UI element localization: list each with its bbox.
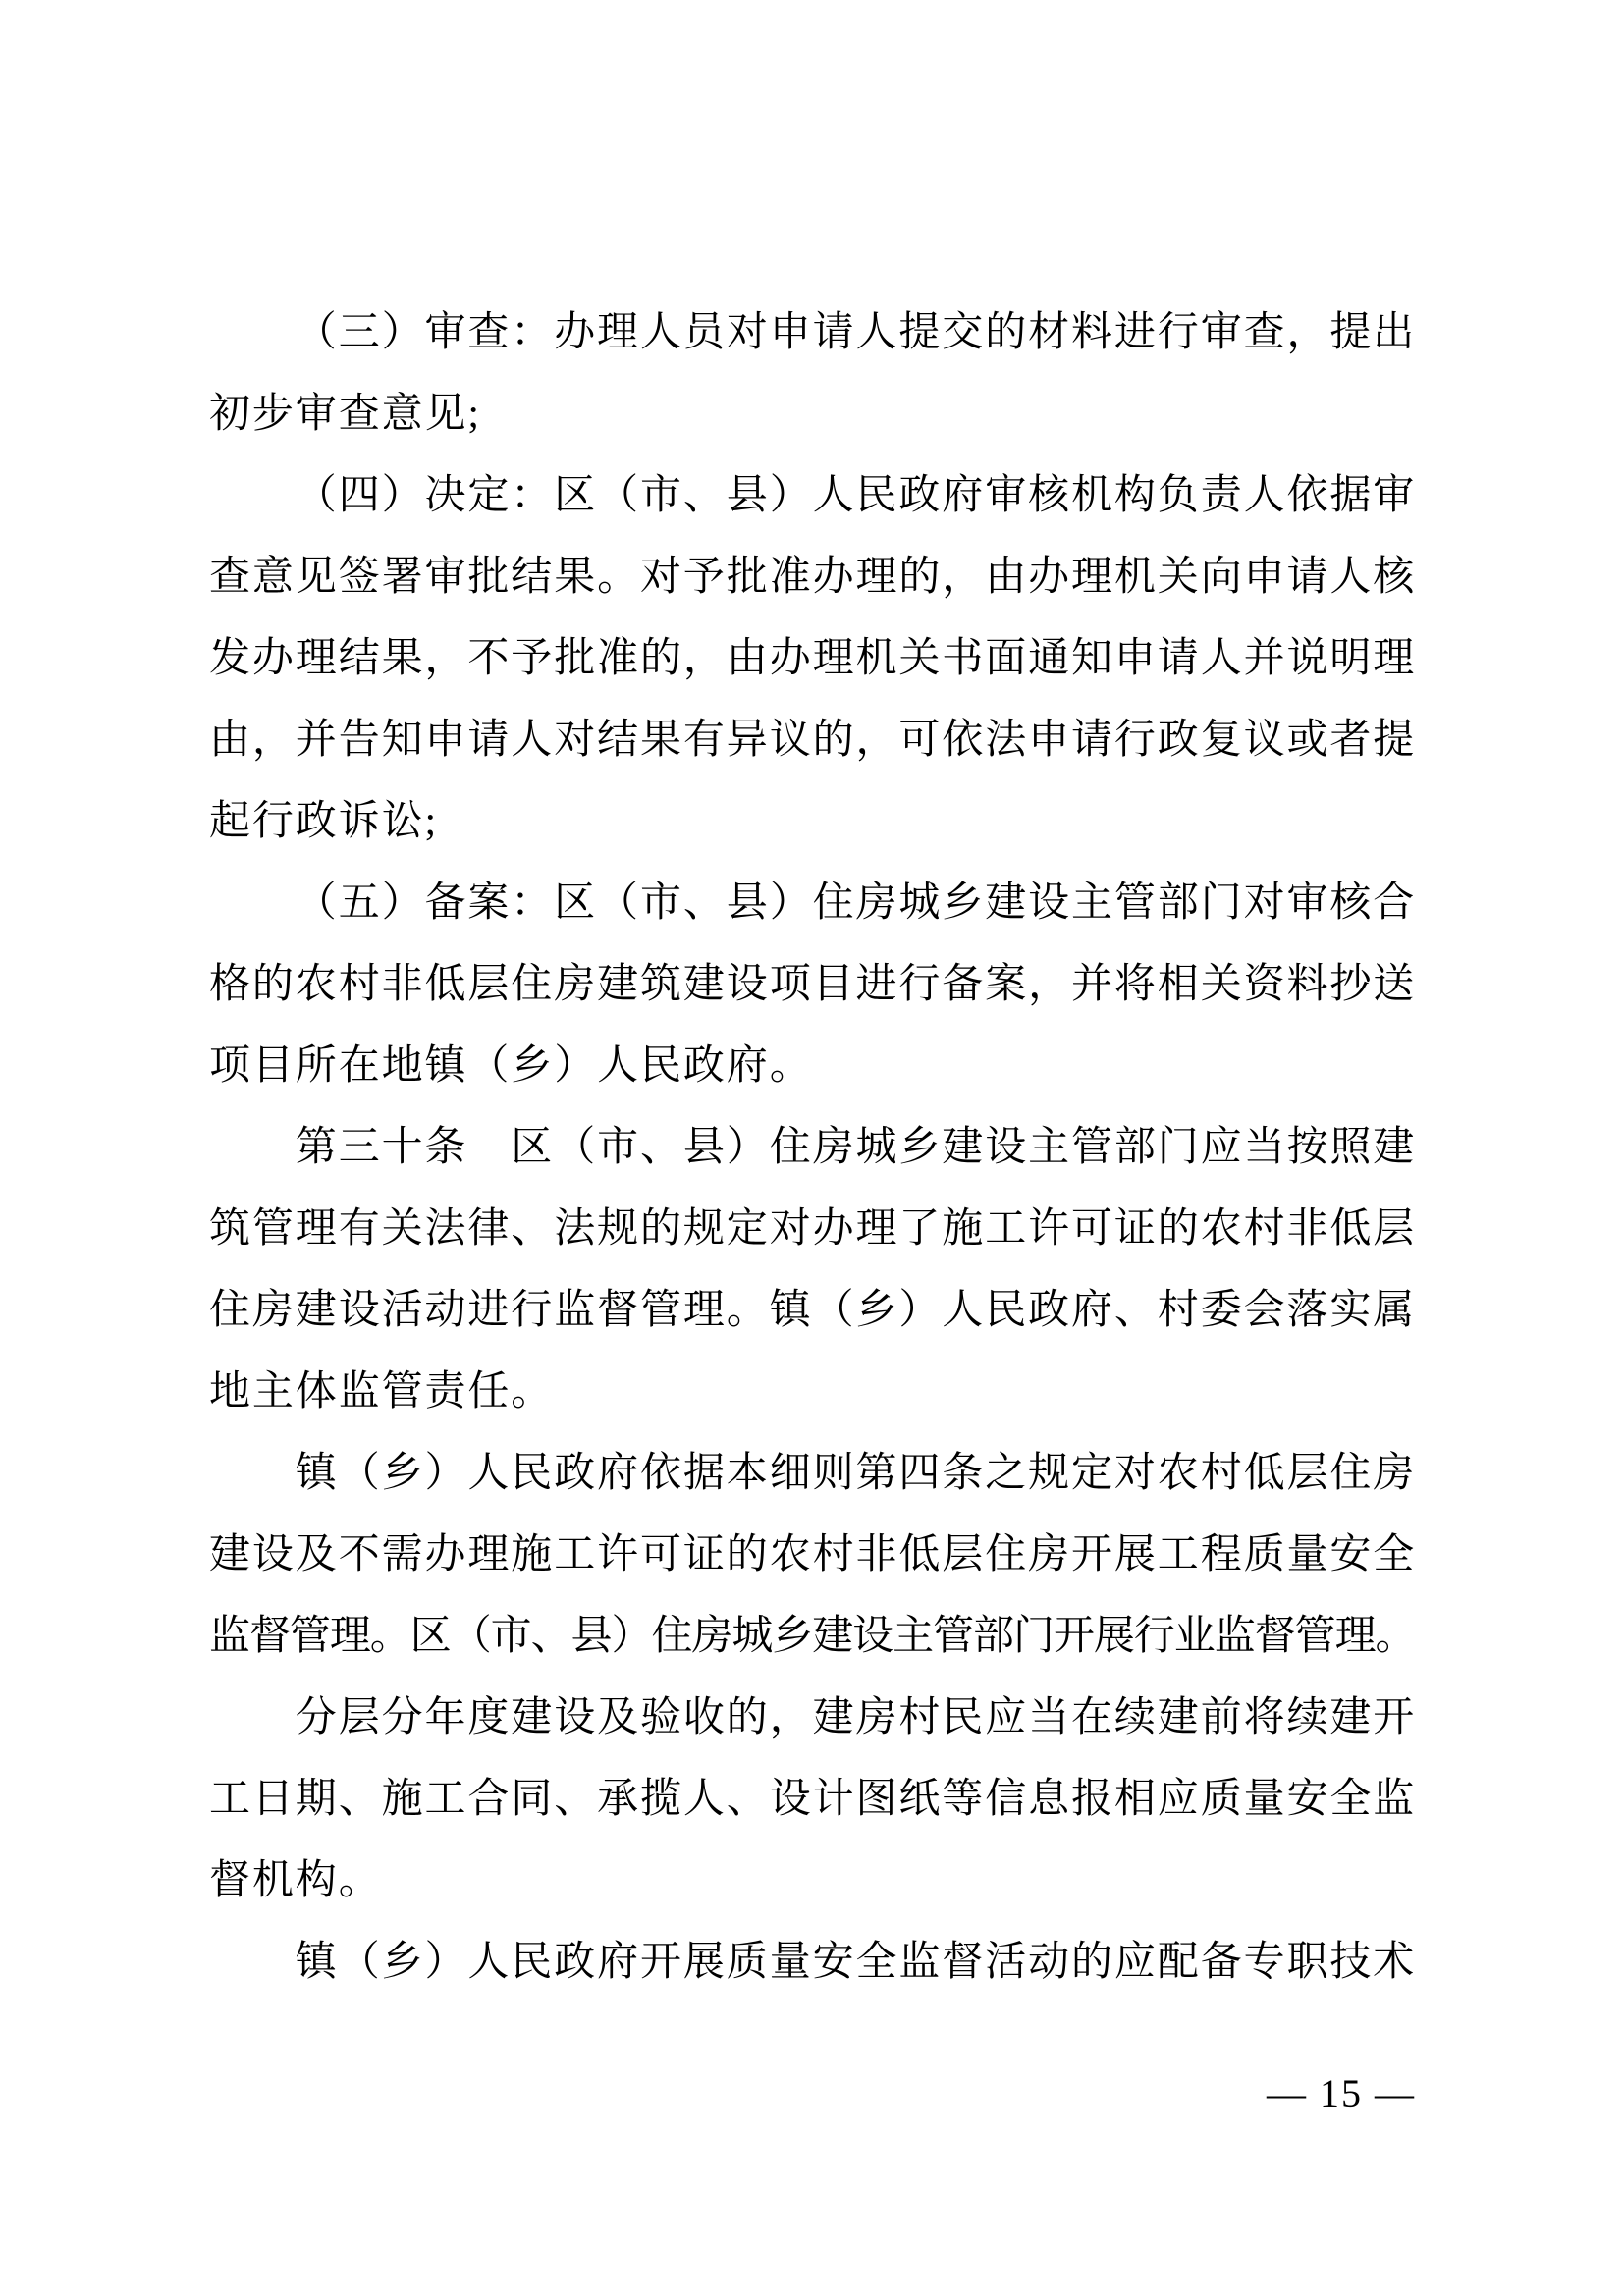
text-line: 住房建设活动进行监督管理。镇（乡）人民政府、村委会落实属 bbox=[209, 1288, 1417, 1333]
text-line: 建设及不需办理施工许可证的农村非低层住房开展工程质量安全 bbox=[209, 1532, 1417, 1577]
text-line: 分层分年度建设及验收的，建房村民应当在续建前将续建开 bbox=[295, 1695, 1417, 1740]
text-line: 查意见签署审批结果。对予批准办理的，由办理机关向申请人核 bbox=[209, 555, 1417, 600]
text-line: 发办理结果，不予批准的，由办理机关书面通知申请人并说明理 bbox=[209, 636, 1417, 681]
text-line: 地主体监管责任。 bbox=[209, 1369, 555, 1415]
text-line: 由，并告知申请人对结果有异议的，可依法申请行政复议或者提 bbox=[209, 718, 1417, 763]
text-line: （四）决定：区（市、县）人民政府审核机构负责人依据审 bbox=[295, 473, 1417, 518]
text-line: 起行政诉讼; bbox=[209, 799, 439, 844]
text-line: （五）备案：区（市、县）住房城乡建设主管部门对审核合 bbox=[295, 881, 1417, 926]
text-line: （三）审查：办理人员对申请人提交的材料进行审查，提出 bbox=[295, 310, 1417, 355]
document-body bbox=[209, 293, 1419, 2003]
text-line: 督机构。 bbox=[209, 1858, 382, 1903]
text-line: 镇（乡）人民政府开展质量安全监督活动的应配备专职技术 bbox=[295, 1940, 1417, 1985]
text-line: 监督管理。区（市、县）住房城乡建设主管部门开展行业监督管理。 bbox=[209, 1614, 1416, 1659]
text-line: 工日期、施工合同、承揽人、设计图纸等信息报相应质量安全监 bbox=[209, 1777, 1417, 1822]
text-line: 格的农村非低层住房建筑建设项目进行备案，并将相关资料抄送 bbox=[209, 962, 1417, 1007]
text-line: 第三十条 区（市、县）住房城乡建设主管部门应当按照建 bbox=[295, 1125, 1417, 1170]
text-line: 项目所在地镇（乡）人民政府。 bbox=[209, 1043, 813, 1089]
page-number: — 15 — bbox=[1267, 2071, 1416, 2115]
text-line: 镇（乡）人民政府依据本细则第四条之规定对农村低层住房 bbox=[295, 1451, 1417, 1496]
text-line: 筑管理有关法律、法规的规定对办理了施工许可证的农村非低层 bbox=[209, 1206, 1417, 1252]
text-line: 初步审查意见; bbox=[209, 392, 481, 437]
